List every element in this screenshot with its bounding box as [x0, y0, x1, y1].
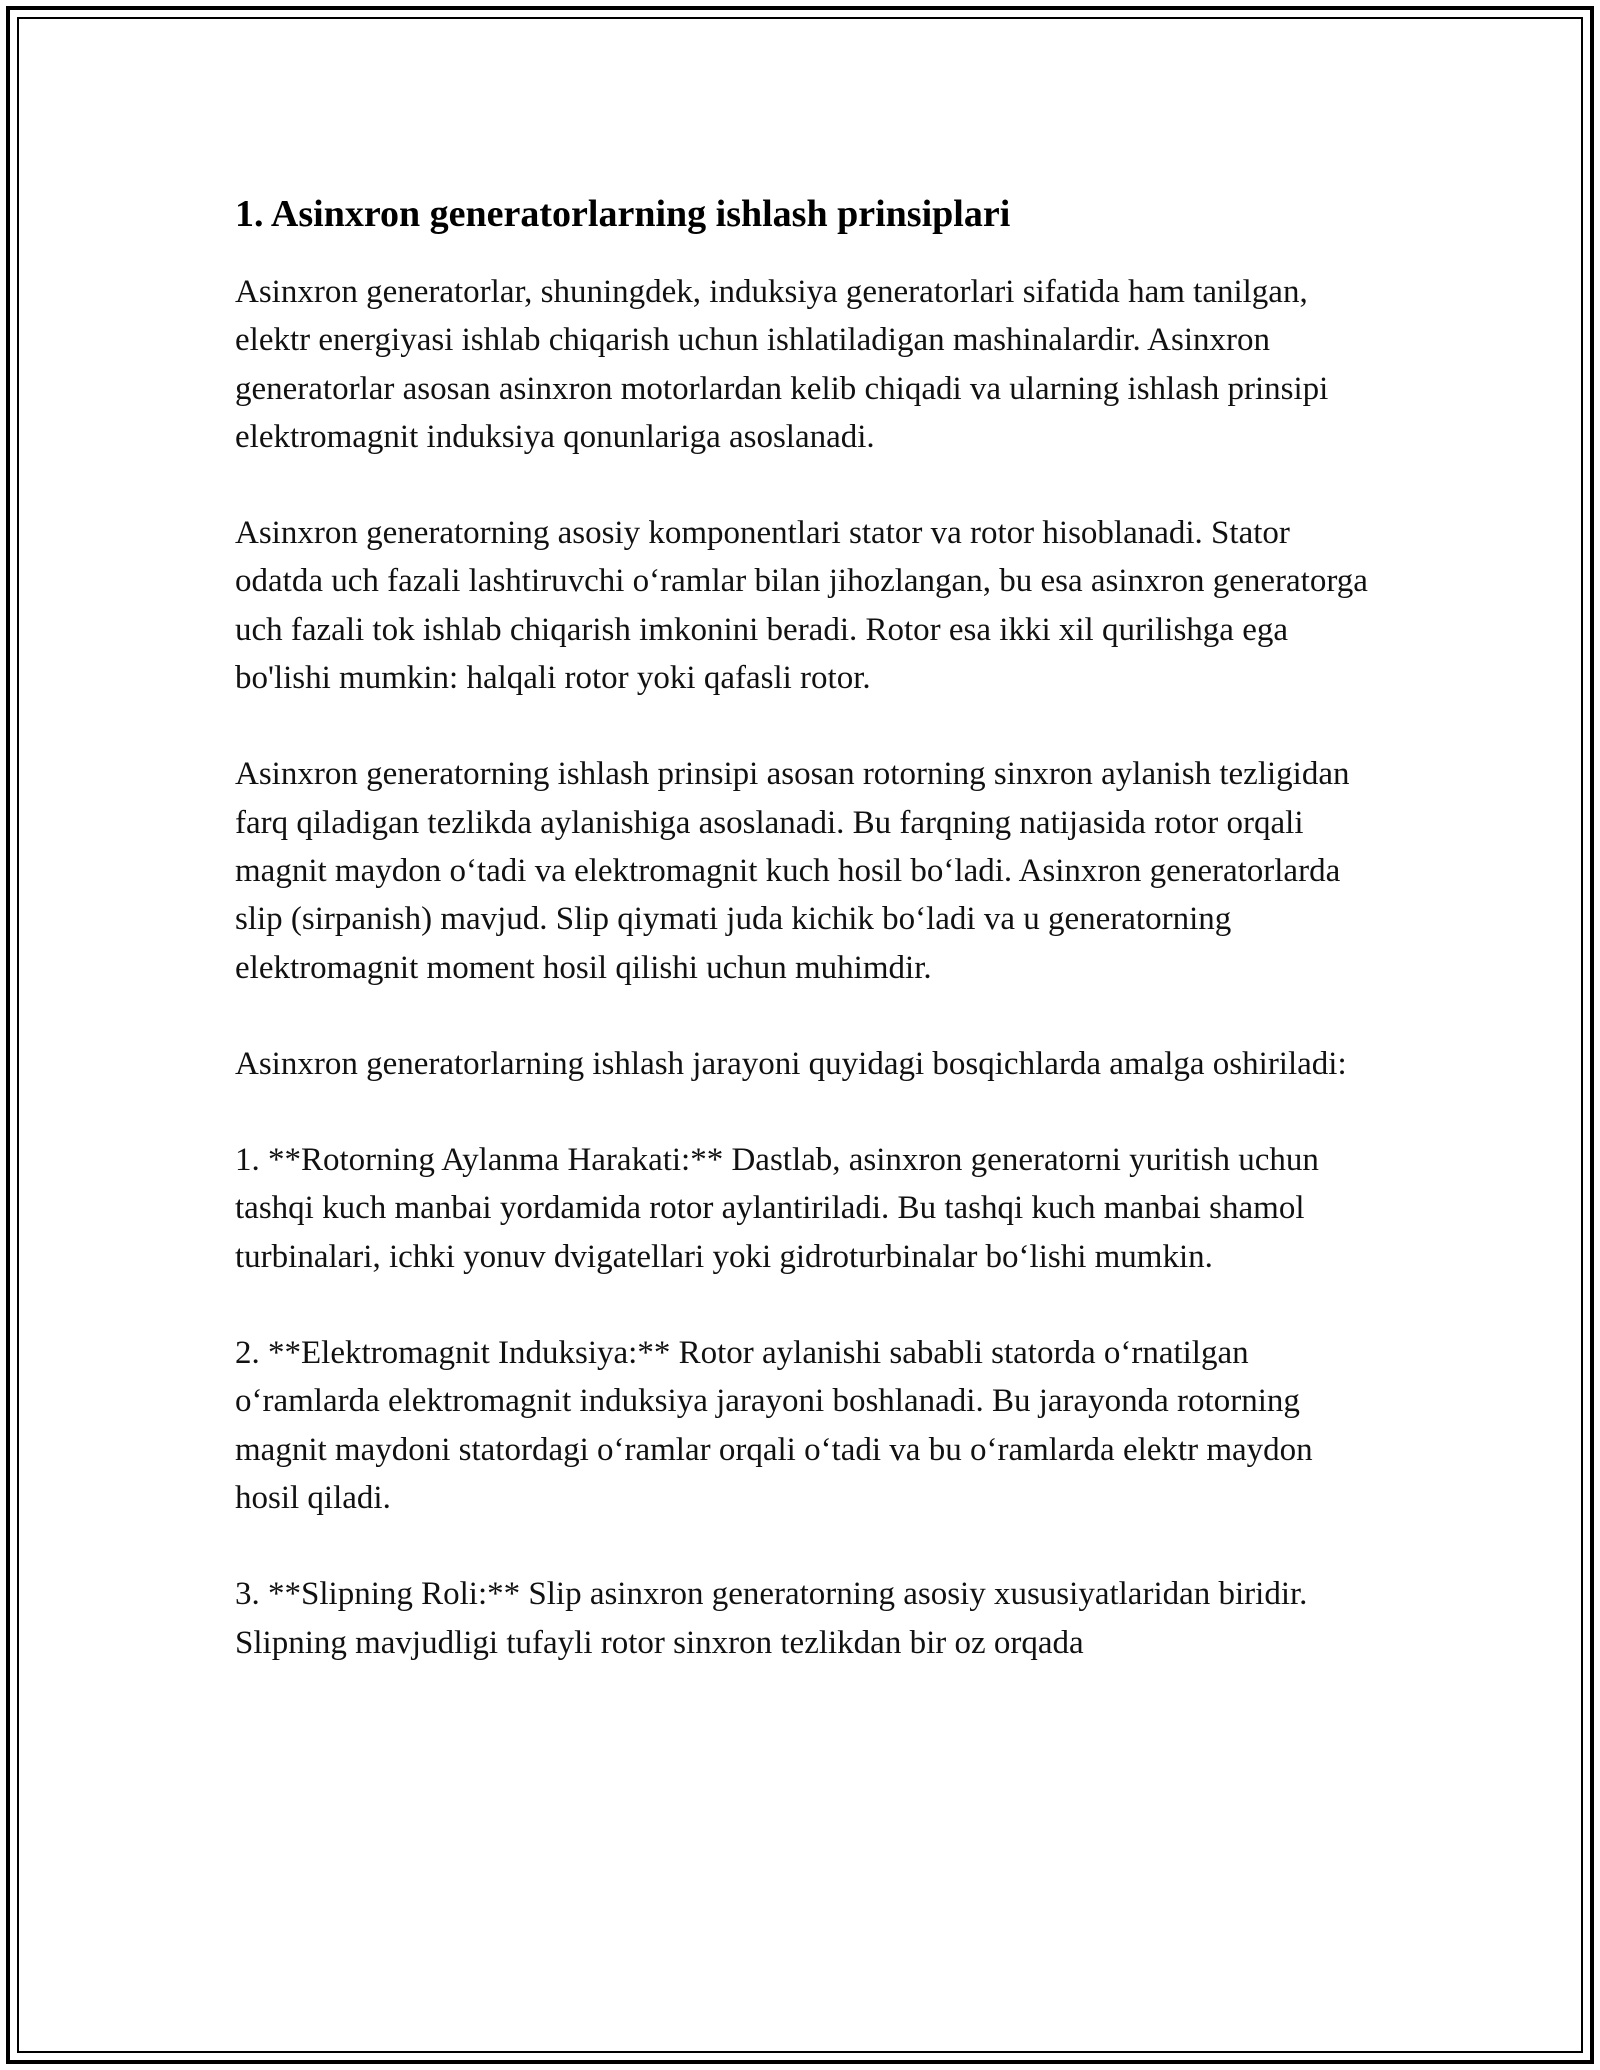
paragraph-principle: Asinxron generatorning ishlash prinsipi asosan rotorning sinxron aylanish tezligidan farq qiladigan tezlikda aylanishiga asoslanadi. Bu farqning natijasida rotor orqali magnit maydon o‘tadi va elektromagnit kuch hosil bo‘ladi. Asinxron generatorlarda slip (sirpanish) mavjud. Slip qiymati juda kichik bo‘ladi va u generatorning elektromagnit moment hosil qilishi uchun muhimdir.	[235, 756, 1350, 986]
paragraph-components: Asinxron generatorning asosiy komponentlari stator va rotor hisoblanadi. Stator odatda uch fazali lashtiruvchi o‘ramlar bilan jihozlangan, bu esa asinxron generatorga uch fazali tok ishlab chiqarish imkonini beradi. Rotor esa ikki xil qurilishga ega bo'lishi mumkin: halqali rotor yoki qafasli rotor.	[235, 515, 1368, 697]
paragraph-intro: Asinxron generatorlar, shuningdek, induksiya generatorlari sifatida ham tanilgan, elektr energiyasi ishlab chiqarish uchun ishlatiladigan mashinalardir. Asinxron generatorlar asosan asinxron motorlardan kelib chiqadi va ularning ishlash prinsipi elektromagnit induksiya qonunlariga asoslanadi.	[235, 274, 1329, 455]
document-body	[235, 188, 1375, 1667]
list-item-rotation: 1. **Rotorning Aylanma Harakati:** Dastlab, asinxron generatorni yuritish uchun tashqi kuch manbai yordamida rotor aylantiriladi. Bu tashqi kuch manbai shamol turbinalari, ichki yonuv dvigatellari yoki gidroturbinalar bo‘lishi mumkin.	[235, 1142, 1319, 1275]
section-heading: 1. Asinxron generatorlarning ishlash prinsiplari	[235, 193, 1011, 235]
paragraph-process-intro: Asinxron generatorlarning ishlash jarayoni quyidagi bosqichlarda amalga oshiriladi:	[235, 1045, 1347, 1082]
list-item-slip: 3. **Slipning Roli:** Slip asinxron generatorning asosiy xususiyatlaridan biridir. Slipning mavjudligi tufayli rotor sinxron tezlikdan bir oz orqada	[235, 1576, 1308, 1661]
list-item-induction: 2. **Elektromagnit Induksiya:** Rotor aylanishi sababli statorda o‘rnatilgan o‘ramlarda elektromagnit induksiya jarayoni boshlanadi. Bu jarayonda rotorning magnit maydoni statordagi o‘ramlar orqali o‘tadi va bu o‘ramlarda elektr maydon hosil qiladi.	[235, 1335, 1313, 1516]
